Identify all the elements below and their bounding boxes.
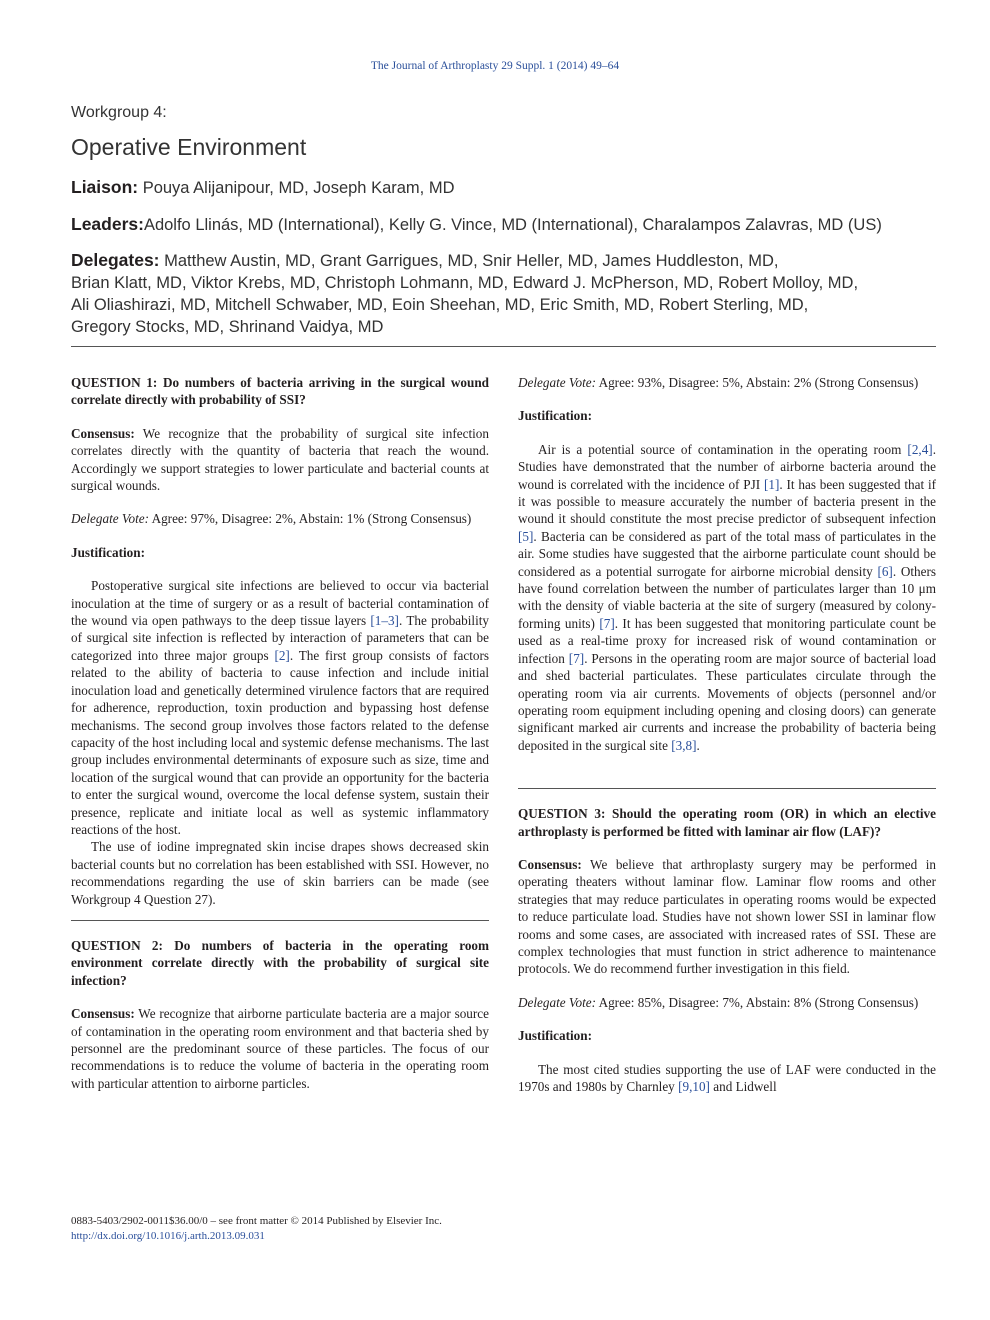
question-2-paragraph [518,441,936,754]
question-3-heading: QUESTION 3: Should the operating room (OR) in which an elective arthroplasty is performed be fitted with laminar air flow (LAF)? [518,806,936,839]
left-column [71,374,489,1092]
section-divider [71,920,489,921]
text-run: Postoperative surgical site infections are believed to occur via bacterial inoculation at the time of surgery or as a result of bacterial contamination of the wound via open pathways to the deep tissue layers [71,578,489,629]
question-1-heading: QUESTION 1: Do numbers of bacteria arriving in the surgical wound correlate directly with probability of SSI? [71,375,489,408]
consensus-text: We believe that arthroplasty surgery may be performed in operating theaters without laminar flow. Laminar flow rooms and other strategies that may reduce particulates in operating rooms would be expected to reduce particulate load. Studies have not shown lower SSI in laminar flow rooms and some cases, are associated with increased rates of SSI. These are complex technologies that must function in strict adherence to maintenance protocols. We do recommend further investigation in this field. [518,856,936,977]
citation-link[interactable]: [1–3] [370,613,399,629]
text-run: . The first group consists of factors related to the ability of bacteria to cause infection and include initial inoculation load and genetically determined virulence factors that are required for adherence, reproduction, toxin production and bypassing host defense mechanisms. The second group involves those factors related to the defense capacity of the host including local and systemic defense mechanisms. The last group includes environmental determinants of exposure such as size, time and location of the surgical wound that can provide an opportunity for the bacteria to enter the surgical wound, overcome the local defense system, sustain their presence, replicate and initiate local as well as systemic inflammatory reactions of the host. [71,647,489,837]
question-3-consensus [518,856,936,978]
citation-link[interactable]: [3,8] [671,737,697,753]
citation-link[interactable]: [7] [599,615,615,631]
header-divider [71,346,936,347]
copyright-line: 0883-5403/2902-0011$36.00/0 – see front matter © 2014 Published by Elsevier Inc. [71,1215,442,1227]
consensus-label: Consensus: [518,856,582,872]
text-run: The most cited studies supporting the use of LAF were conducted in the 1970s and 1980s by Charnley [518,1061,936,1094]
page-footer [71,1214,442,1244]
page-title: Operative Environment [71,134,307,160]
liaison-label: Liaison: [71,177,139,197]
delegates-label: Delegates: [71,250,160,270]
question-1-consensus [71,425,489,495]
leaders-label: Leaders: [71,214,144,234]
text-run: . Studies have demonstrated that the number of airborne bacteria around the wound is correlated with the incidence of PJI [518,441,936,492]
text-run: . The probability of surgical site infection is reflected by interaction of parameters that can be categorized into three major groups [71,613,489,663]
vote-text: Agree: 85%, Disagree: 7%, Abstain: 8% (Strong Consensus) [596,994,919,1010]
section-divider [518,788,936,789]
journal-citation[interactable]: The Journal of Arthroplasty 29 Suppl. 1 (2014) 49–64 [370,60,620,72]
delegates-line-3: Ali Oliashirazi, MD, Mitchell Schwaber, MD, Eoin Sheehan, MD, Eric Smith, MD, Robert Sterling, MD, [71,296,809,314]
right-column [518,374,936,1095]
text-run: . It has been suggested that if it was possible to measure accurately the number of bacteria present in the wound it should constitute the most precise predictor of subsequent infection [518,476,936,527]
citation-link[interactable]: [6] [877,563,893,579]
vote-text: Agree: 93%, Disagree: 5%, Abstain: 2% (Strong Consensus) [596,375,919,390]
vote-label: Delegate Vote: [518,994,596,1010]
consensus-text: We recognize that airborne particulate bacteria are a major source of contamination in the operating room environment and that bacteria shed by personnel are the predominant source of these particles. The focus of our recommendations is to reduce the volume of bacteria in the operating room with particular attention to airborne particles. [71,1006,489,1091]
question-3-justification-heading: Justification: [518,1028,592,1044]
citation-link[interactable]: [5] [518,528,534,544]
delegates-line-2: Brian Klatt, MD, Viktor Krebs, MD, Christoph Lohmann, MD, Edward J. McPherson, MD, Robert Molloy, MD, [71,274,859,292]
text-run: . Bacteria can be considered as part of the total mass of particulates in the air. Some studies have suggested that the airborne particulate count should be considered as a potential surrogate for airborne microbial density [518,528,936,579]
leaders-line [71,213,941,236]
question-3-vote [518,994,936,1011]
consensus-label: Consensus: [71,1006,135,1022]
liaison-names: Pouya Alijanipour, MD, Joseph Karam, MD [142,179,455,197]
vote-text: Agree: 97%, Disagree: 2%, Abstain: 1% (Strong Consensus) [149,511,472,527]
question-1-vote [71,510,489,527]
question-3-paragraph [518,1061,936,1096]
citation-link[interactable]: [7] [568,650,585,666]
text-run: . Persons in the operating room are major source of bacterial load and shed bacterial particulates. These particulates circulate through the operating room via air currents. Movements of objects (personnel and/or operating room equipment including opening and closing doors) can generate significant marked air currents and increase the probability of bacteria being deposited in the surgical site [518,650,936,753]
text-run: . Others have found correlation between the number of particulates larger than 10 μm with the density of viable bacteria at the site of surgery (measured by colony-forming units) [518,563,936,631]
citation-link[interactable]: [2,4] [907,441,933,457]
text-run: and Lidwell [709,1079,777,1094]
liaison-line [71,176,941,199]
vote-label: Delegate Vote: [71,511,149,527]
text-run: . [696,737,700,753]
question-1-paragraph-1 [71,577,489,838]
question-2-consensus [71,1005,489,1092]
question-2-vote [518,374,936,391]
text-run: . It has been suggested that monitoring particulate count be used as a real-time proxy for increased risk of wound contamination or infection [518,615,936,666]
delegates-line-4: Gregory Stocks, MD, Shrinand Vaidya, MD [71,318,384,336]
leaders-names: Adolfo Llinás, MD (International), Kelly G. Vince, MD (International), Charalampos Zalavras, MD (US) [143,216,882,234]
question-1-paragraph-2: The use of iodine impregnated skin incise drapes shows decreased skin bacterial counts but no correlation has been established with SSI. However, no recommendations regarding the use of skin barriers can be made (see Workgroup 4 Question 27). [71,839,489,907]
citation-link[interactable]: [2] [274,647,290,663]
question-2-justification-heading: Justification: [518,408,592,424]
citation-link[interactable]: [1] [763,476,780,492]
text-run: Air is a potential source of contamination in the operating room [538,441,908,457]
delegates-line-1: Matthew Austin, MD, Grant Garrigues, MD, Snir Heller, MD, James Huddleston, MD, [164,252,779,270]
citation-link[interactable]: [9,10] [678,1079,710,1094]
consensus-label: Consensus: [71,425,135,441]
workgroup-label: Workgroup 4: [71,104,167,121]
delegates-block [71,249,941,338]
question-2-heading: QUESTION 2: Do numbers of bacteria in the operating room environment correlate directly with the probability of surgical site infection? [71,937,489,988]
vote-label: Delegate Vote: [518,375,596,390]
consensus-text: We recognize that the probability of surgical site infection correlates directly with the quantity of bacteria that reach the wound. Accordingly we support strategies to lower particulate and bacterial counts at surgical wounds. [71,425,489,494]
question-1-justification-heading: Justification: [71,544,145,560]
doi-link[interactable]: http://dx.doi.org/10.1016/j.arth.2013.09.031 [71,1230,265,1242]
